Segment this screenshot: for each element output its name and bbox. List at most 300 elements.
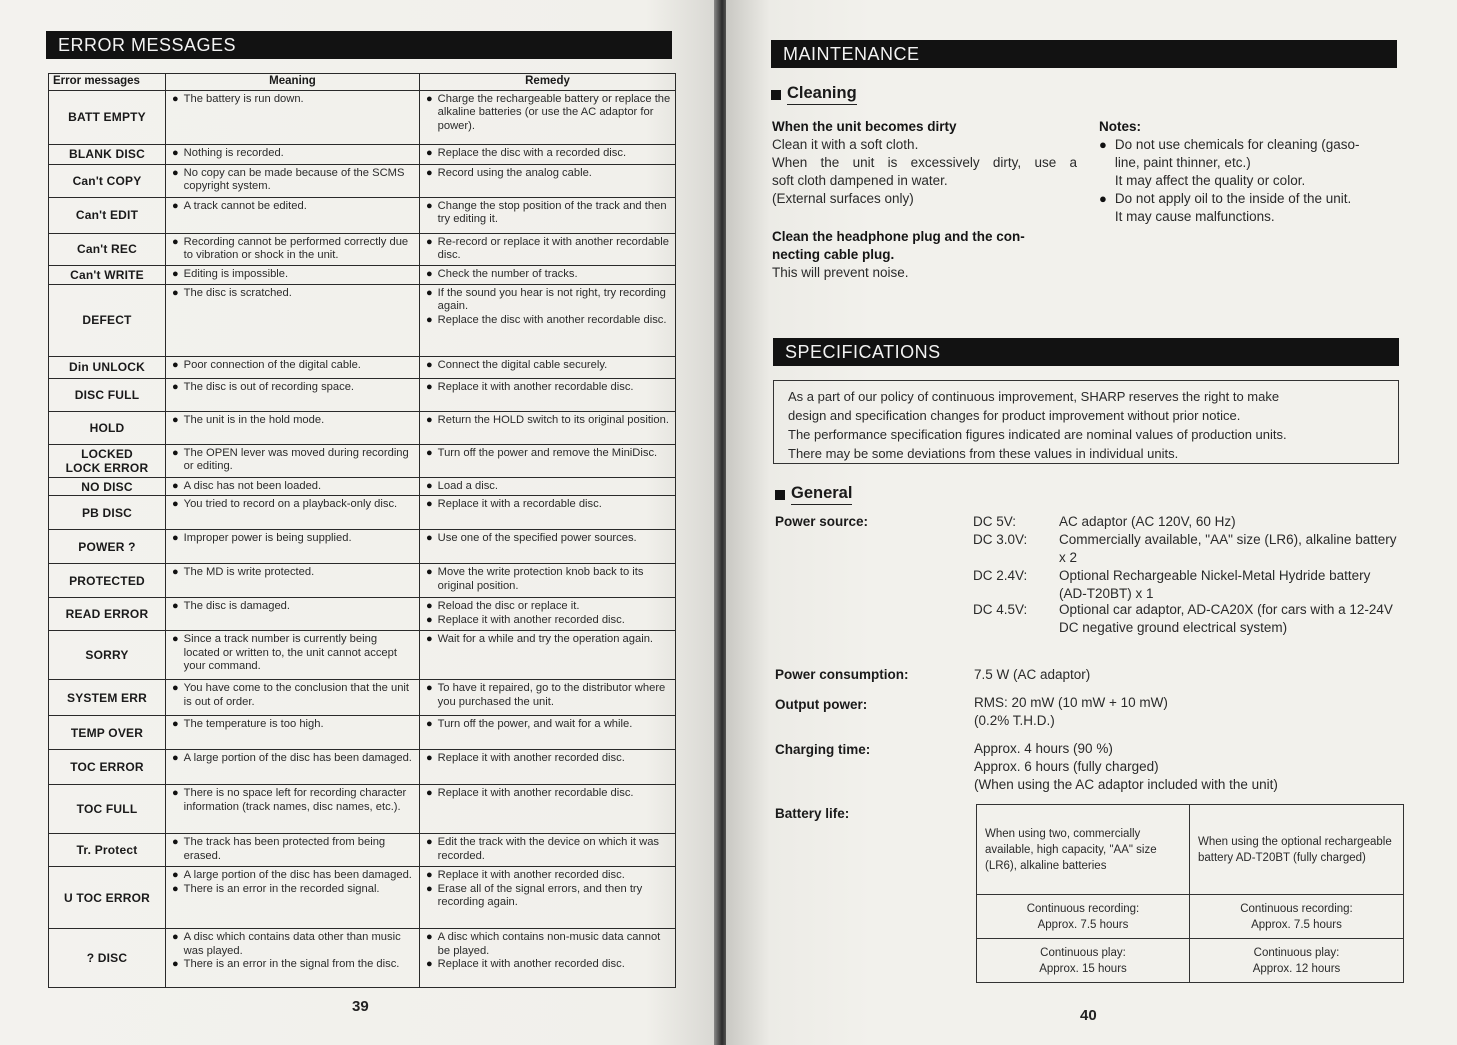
power-source-key: DC 5V: <box>973 514 1017 529</box>
meaning-text: There is no space left for recording character information (track names, disc names, etc.). <box>183 787 407 813</box>
meaning-bullet-item <box>172 147 415 160</box>
meaning-text: No copy can be made because of the SCMS copyright system. <box>183 167 405 193</box>
remedy-text: Change the stop position of the track and then try editing it. <box>437 200 667 226</box>
meaning-cell <box>166 91 420 145</box>
cleaning-unit-dirty <box>772 118 1077 208</box>
bullet-icon: ● <box>426 882 433 895</box>
meaning-text: Poor connection of the digital cable. <box>183 359 361 371</box>
remedy-bullet-item <box>426 480 671 493</box>
meaning-text: A disc which contains data other than music was played. <box>183 931 401 957</box>
error-message-cell: POWER ? <box>49 530 166 564</box>
remedy-bullet-item <box>426 381 671 394</box>
remedy-text: Replace it with another recorded disc. <box>437 752 625 765</box>
remedy-cell <box>420 145 676 165</box>
remedy-bullet-item <box>426 958 671 971</box>
bullet-icon: ● <box>172 381 179 393</box>
policy-notice-box <box>773 380 1399 464</box>
bullet-icon: ● <box>426 359 433 371</box>
meaning-text: Editing is impossible. <box>183 268 289 280</box>
battery-recording-row <box>977 895 1404 939</box>
remedy-bullet-item <box>426 682 671 709</box>
power-source-value: Optional Rechargeable Nickel-Metal Hydride battery (AD-T20BT) x 1 <box>1059 568 1371 601</box>
bullet-icon: ● <box>426 566 433 579</box>
meaning-bullet-item <box>172 236 415 263</box>
meaning-bullet-item <box>172 958 415 971</box>
cleaning-plug <box>772 228 1077 282</box>
remedy-cell <box>420 598 676 631</box>
error-message-cell: PB DISC <box>49 496 166 530</box>
power-source-value: Optional car adaptor, AD-CA20X (for cars with a 12-24V DC negative ground electrical system) <box>1059 602 1393 635</box>
bullet-icon: ● <box>1099 191 1107 206</box>
table-row <box>49 91 676 145</box>
table-row <box>49 680 676 716</box>
remedy-bullet-item <box>426 93 671 133</box>
remedy-bullet-item <box>426 200 671 227</box>
meaning-bullet-item <box>172 498 415 511</box>
power-source-dc45 <box>973 601 1401 655</box>
bullet-icon: ● <box>426 718 433 731</box>
note-line: Do not apply oil to the inside of the unit. <box>1114 191 1352 206</box>
meaning-text: A track cannot be edited. <box>183 200 307 212</box>
remedy-text: Edit the track with the device on which it was recorded. <box>437 836 660 862</box>
bullet-icon: ● <box>172 718 179 731</box>
meaning-cell <box>166 530 420 564</box>
remedy-bullet-item <box>426 787 671 800</box>
bullet-icon: ● <box>172 882 179 895</box>
table-row <box>49 496 676 530</box>
meaning-text: A large portion of the disc has been damaged. <box>183 869 412 882</box>
remedy-text: Replace the disc with a recorded disc. <box>437 147 627 159</box>
error-message-cell: BATT EMPTY <box>49 91 166 145</box>
bullet-icon: ● <box>172 93 179 105</box>
meaning-cell <box>166 266 420 285</box>
battery-cell-label: Continuous recording: <box>1240 902 1353 915</box>
meaning-bullet-item <box>172 787 415 814</box>
remedy-text: Move the write protection knob back to its original position. <box>437 566 644 592</box>
remedy-cell <box>420 91 676 145</box>
bullet-icon: ● <box>426 633 433 646</box>
bullet-icon: ● <box>426 752 433 765</box>
battery-col-rechargeable: When using the optional rechargeable battery AD-T20BT (fully charged) <box>1190 805 1404 895</box>
error-message-cell: HOLD <box>49 412 166 445</box>
column-header-meaning: Meaning <box>166 74 420 91</box>
table-row <box>49 478 676 496</box>
table-row <box>49 631 676 680</box>
remedy-cell <box>420 680 676 716</box>
bullet-icon: ● <box>426 414 433 426</box>
meaning-cell <box>166 478 420 496</box>
error-message-cell: DISC FULL <box>49 379 166 412</box>
remedy-text: Re-record or replace it with another recordable disc. <box>437 236 669 262</box>
meaning-bullet-item <box>172 682 415 709</box>
specifications-banner: SPECIFICATIONS <box>773 338 1399 366</box>
table-row <box>49 198 676 234</box>
square-bullet-icon <box>771 90 781 100</box>
note-line: It may affect the quality or color. <box>1114 173 1306 188</box>
output-power-line: RMS: 20 mW (10 mW + 10 mW) <box>974 695 1168 710</box>
note-line: line, paint thinner, etc.) <box>1114 155 1251 170</box>
bullet-icon: ● <box>172 532 179 545</box>
bullet-icon: ● <box>172 480 179 492</box>
policy-line: There may be some deviations from these values in individual units. <box>788 446 1179 461</box>
meaning-cell <box>166 198 420 234</box>
meaning-bullet-item <box>172 600 415 613</box>
remedy-text: Charge the rechargeable battery or replace the alkaline batteries (or use the AC adaptor for power). <box>437 93 671 132</box>
error-messages-banner: ERROR MESSAGES <box>46 31 672 59</box>
bullet-icon: ● <box>426 313 433 326</box>
battery-life-table <box>976 804 1404 983</box>
meaning-text: The MD is write protected. <box>183 566 315 579</box>
bullet-icon: ● <box>426 532 433 545</box>
table-row <box>49 234 676 266</box>
power-source-value: AC adaptor (AC 120V, 60 Hz) <box>1059 514 1236 529</box>
bullet-icon: ● <box>426 836 433 849</box>
column-header-error-messages: Error messages <box>49 74 166 91</box>
table-row <box>49 785 676 834</box>
charging-time-label: Charging time: <box>775 742 871 757</box>
charging-time-line: (When using the AC adaptor included with the unit) <box>974 777 1278 792</box>
remedy-bullet-item <box>426 869 671 882</box>
unit-dirty-line: When the unit is excessively dirty, use a <box>772 155 1077 170</box>
remedy-bullet-item <box>426 532 671 545</box>
bullet-icon: ● <box>172 566 179 579</box>
remedy-cell <box>420 834 676 867</box>
meaning-bullet-item <box>172 381 415 394</box>
remedy-cell <box>420 198 676 234</box>
bullet-icon: ● <box>172 167 179 179</box>
remedy-cell <box>420 379 676 412</box>
meaning-cell <box>166 785 420 834</box>
meaning-cell <box>166 285 420 357</box>
remedy-text: A disc which contains non-music data cannot be played. <box>437 931 661 957</box>
bullet-icon: ● <box>172 600 179 613</box>
remedy-cell <box>420 750 676 785</box>
output-power-value <box>974 694 1374 730</box>
remedy-bullet-item <box>426 614 671 627</box>
remedy-cell <box>420 929 676 988</box>
remedy-cell <box>420 357 676 379</box>
remedy-text: Replace it with another recordable disc. <box>437 381 634 393</box>
error-message-cell: READ ERROR <box>49 598 166 631</box>
meaning-bullet-item <box>172 287 415 300</box>
bullet-icon: ● <box>172 268 179 280</box>
meaning-bullet-item <box>172 480 415 493</box>
remedy-bullet-item <box>426 314 671 327</box>
bullet-icon: ● <box>172 869 179 882</box>
table-row <box>49 412 676 445</box>
page-number-right: 40 <box>1080 1007 1097 1024</box>
bullet-icon: ● <box>172 200 179 212</box>
error-message-cell: SYSTEM ERR <box>49 680 166 716</box>
unit-dirty-title: When the unit becomes dirty <box>772 119 957 134</box>
power-source-dc24 <box>973 567 1401 603</box>
meaning-cell <box>166 716 420 750</box>
remedy-text: Replace it with another recorded disc. <box>437 958 625 971</box>
error-message-cell: SORRY <box>49 631 166 680</box>
bullet-icon: ● <box>426 447 433 459</box>
bullet-icon: ● <box>426 93 433 105</box>
remedy-text: Check the number of tracks. <box>437 268 578 280</box>
error-messages-table <box>48 73 676 988</box>
meaning-bullet-item <box>172 93 415 106</box>
table-row <box>49 445 676 478</box>
remedy-bullet-item <box>426 287 671 314</box>
bullet-icon: ● <box>426 147 433 159</box>
meaning-cell <box>166 834 420 867</box>
unit-dirty-line: (External surfaces only) <box>772 191 914 206</box>
battery-play-row <box>977 939 1404 983</box>
battery-cell <box>977 895 1190 939</box>
error-message-cell: TEMP OVER <box>49 716 166 750</box>
remedy-text: Replace it with another recordable disc. <box>437 787 634 800</box>
cleaning-notes <box>1099 118 1399 226</box>
meaning-text: The disc is out of recording space. <box>183 381 355 393</box>
remedy-bullet-item <box>426 836 671 863</box>
table-row <box>49 285 676 357</box>
meaning-bullet-item <box>172 200 415 213</box>
bullet-icon: ● <box>426 167 433 179</box>
note-item <box>1099 190 1399 226</box>
meaning-bullet-item <box>172 836 415 863</box>
battery-cell-value: Approx. 12 hours <box>1252 962 1341 975</box>
remedy-bullet-item <box>426 931 671 958</box>
remedy-bullet-item <box>426 268 671 281</box>
bullet-icon: ● <box>426 869 433 882</box>
remedy-bullet-item <box>426 447 671 460</box>
plug-text: This will prevent noise. <box>772 265 909 280</box>
remedy-cell <box>420 530 676 564</box>
remedy-text: Reload the disc or replace it. <box>437 600 580 613</box>
meaning-text: There is an error in the recorded signal. <box>183 882 380 895</box>
error-message-cell: NO DISC <box>49 478 166 496</box>
power-source-dc5 <box>973 513 1401 531</box>
error-message-cell: Can't REC <box>49 234 166 266</box>
bullet-icon: ● <box>172 414 179 426</box>
policy-line: As a part of our policy of continuous improvement, SHARP reserves the right to make <box>788 389 1280 404</box>
remedy-bullet-item <box>426 147 671 160</box>
meaning-text: You have come to the conclusion that the unit is out of order. <box>183 682 410 708</box>
battery-cell-value: Approx. 7.5 hours <box>1037 918 1129 931</box>
bullet-icon: ● <box>426 268 433 280</box>
remedy-cell <box>420 478 676 496</box>
error-message-cell: U TOC ERROR <box>49 867 166 929</box>
power-consumption-label: Power consumption: <box>775 667 909 682</box>
meaning-bullet-item <box>172 359 415 372</box>
meaning-text: The battery is run down. <box>183 93 304 105</box>
bullet-icon: ● <box>426 613 433 626</box>
table-row <box>49 929 676 988</box>
battery-table-head-row <box>977 805 1404 895</box>
power-source-dc3 <box>973 531 1401 567</box>
power-consumption-value: 7.5 W (AC adaptor) <box>974 667 1091 682</box>
table-row <box>49 834 676 867</box>
maintenance-banner: MAINTENANCE <box>771 40 1397 68</box>
remedy-text: Replace it with another recorded disc. <box>437 613 625 626</box>
plug-title-line: Clean the headphone plug and the con- <box>772 229 1025 244</box>
remedy-cell <box>420 285 676 357</box>
battery-cell <box>1190 895 1404 939</box>
table-row <box>49 379 676 412</box>
error-message-cell: LOCKED LOCK ERROR <box>49 445 166 478</box>
meaning-cell <box>166 867 420 929</box>
table-row <box>49 165 676 198</box>
meaning-cell <box>166 598 420 631</box>
bullet-icon: ● <box>426 682 433 695</box>
meaning-text: A large portion of the disc has been damaged. <box>183 752 412 765</box>
unit-dirty-line: Clean it with a soft cloth. <box>772 137 919 152</box>
power-source-key: DC 2.4V: <box>973 568 1028 583</box>
table-row <box>49 750 676 785</box>
meaning-bullet-item <box>172 566 415 579</box>
bullet-icon: ● <box>426 498 433 511</box>
remedy-text: Return the HOLD switch to its original position. <box>437 414 669 426</box>
meaning-text: The track has been protected from being erased. <box>183 836 386 862</box>
remedy-text: Connect the digital cable securely. <box>437 359 608 371</box>
bullet-icon: ● <box>172 787 179 800</box>
battery-cell-label: Continuous play: <box>1253 946 1340 959</box>
remedy-bullet-item <box>426 566 671 593</box>
battery-cell <box>977 939 1190 983</box>
cleaning-heading-label: Cleaning <box>787 84 857 105</box>
error-message-cell: TOC FULL <box>49 785 166 834</box>
bullet-icon: ● <box>172 147 179 159</box>
table-row <box>49 564 676 598</box>
remedy-bullet-item <box>426 414 671 427</box>
remedy-text: Record using the analog cable. <box>437 167 592 179</box>
remedy-bullet-item <box>426 633 671 646</box>
remedy-cell <box>420 165 676 198</box>
error-message-cell: Tr. Protect <box>49 834 166 867</box>
error-message-cell: ? DISC <box>49 929 166 988</box>
bullet-icon: ● <box>426 958 433 971</box>
battery-cell-label: Continuous play: <box>1040 946 1126 959</box>
bullet-icon: ● <box>172 287 179 299</box>
remedy-bullet-item <box>426 359 671 372</box>
meaning-text: You tried to record on a playback-only disc. <box>183 498 398 511</box>
plug-title-line: necting cable plug. <box>772 247 895 262</box>
meaning-text: The temperature is too high. <box>183 718 324 731</box>
meaning-cell <box>166 412 420 445</box>
bullet-icon: ● <box>172 958 179 971</box>
remedy-text: Use one of the specified power sources. <box>437 532 637 545</box>
meaning-cell <box>166 445 420 478</box>
battery-cell-value: Approx. 15 hours <box>1039 962 1127 975</box>
meaning-text: The disc is damaged. <box>183 600 290 613</box>
error-message-cell: TOC ERROR <box>49 750 166 785</box>
remedy-bullet-item <box>426 752 671 765</box>
meaning-bullet-item <box>172 752 415 765</box>
meaning-cell <box>166 496 420 530</box>
meaning-bullet-item <box>172 414 415 427</box>
unit-dirty-line: soft cloth dampened in water. <box>772 173 948 188</box>
battery-cell-label: Continuous recording: <box>1026 902 1140 915</box>
remedy-cell <box>420 564 676 598</box>
bullet-icon: ● <box>426 480 433 492</box>
meaning-bullet-item <box>172 447 415 474</box>
remedy-text: Erase all of the signal errors, and then try recording again. <box>437 882 643 909</box>
table-row <box>49 598 676 631</box>
bullet-icon: ● <box>426 200 433 212</box>
meaning-cell <box>166 564 420 598</box>
error-message-cell: DEFECT <box>49 285 166 357</box>
meaning-bullet-item <box>172 633 415 673</box>
meaning-cell <box>166 750 420 785</box>
remedy-bullet-item <box>426 236 671 263</box>
cleaning-heading <box>771 84 857 105</box>
remedy-text: To have it repaired, go to the distributor where you purchased the unit. <box>437 682 666 708</box>
meaning-bullet-item <box>172 883 415 896</box>
remedy-text: Replace it with a recordable disc. <box>437 498 602 511</box>
general-heading-label: General <box>791 484 852 505</box>
charging-time-value <box>974 740 1394 794</box>
bullet-icon: ● <box>172 682 179 695</box>
meaning-text: Improper power is being supplied. <box>183 532 352 545</box>
charging-time-line: Approx. 4 hours (90 %) <box>974 741 1113 756</box>
meaning-bullet-item <box>172 869 415 882</box>
remedy-cell <box>420 496 676 530</box>
error-message-cell: BLANK DISC <box>49 145 166 165</box>
bullet-icon: ● <box>172 359 179 371</box>
note-line: It may cause malfunctions. <box>1114 209 1275 224</box>
meaning-cell <box>166 145 420 165</box>
battery-life-label: Battery life: <box>775 806 850 821</box>
output-power-label: Output power: <box>775 697 868 712</box>
bullet-icon: ● <box>172 633 179 646</box>
meaning-cell <box>166 357 420 379</box>
bullet-icon: ● <box>426 931 433 944</box>
meaning-text: A disc has not been loaded. <box>183 480 322 492</box>
table-header-row <box>49 74 676 91</box>
battery-cell <box>1190 939 1404 983</box>
table-row <box>49 145 676 165</box>
column-header-remedy: Remedy <box>420 74 676 91</box>
remedy-cell <box>420 266 676 285</box>
meaning-bullet-item <box>172 931 415 958</box>
note-item <box>1099 136 1399 190</box>
meaning-cell <box>166 165 420 198</box>
bullet-icon: ● <box>172 752 179 765</box>
meaning-cell <box>166 631 420 680</box>
bullet-icon: ● <box>172 447 179 459</box>
remedy-cell <box>420 785 676 834</box>
power-source-key: DC 3.0V: <box>973 532 1028 547</box>
remedy-text: Replace the disc with another recordable disc. <box>437 313 667 326</box>
page-number-left: 39 <box>352 998 369 1015</box>
meaning-cell <box>166 929 420 988</box>
bullet-icon: ● <box>426 287 433 299</box>
bullet-icon: ● <box>426 787 433 800</box>
error-message-cell: Can't WRITE <box>49 266 166 285</box>
charging-time-line: Approx. 6 hours (fully charged) <box>974 759 1159 774</box>
remedy-cell <box>420 234 676 266</box>
meaning-cell <box>166 379 420 412</box>
meaning-text: The OPEN lever was moved during recording or editing. <box>183 447 409 473</box>
meaning-text: Since a track number is currently being located or written to, the unit cannot accept your command. <box>183 633 397 673</box>
power-source-label: Power source: <box>775 514 869 529</box>
error-message-cell: Din UNLOCK <box>49 357 166 379</box>
battery-cell-value: Approx. 7.5 hours <box>1251 918 1342 931</box>
meaning-text: The disc is scratched. <box>183 287 292 299</box>
bullet-icon: ● <box>426 236 433 248</box>
table-row <box>49 266 676 285</box>
power-source-value: Commercially available, "AA" size (LR6), alkaline battery x 2 <box>1059 532 1397 565</box>
meaning-bullet-item <box>172 532 415 545</box>
meaning-cell <box>166 234 420 266</box>
remedy-bullet-item <box>426 498 671 511</box>
bullet-icon: ● <box>426 381 433 393</box>
table-row <box>49 716 676 750</box>
error-message-cell: Can't EDIT <box>49 198 166 234</box>
